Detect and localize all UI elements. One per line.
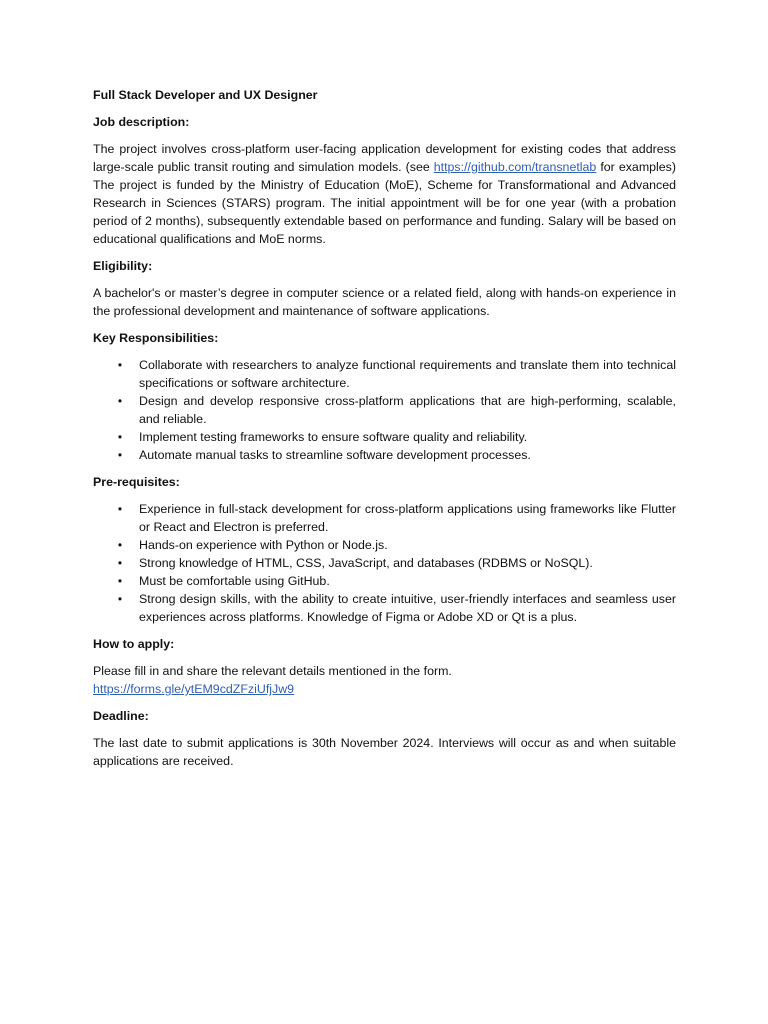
responsibility-item [93, 356, 676, 392]
bullet-icon: • [117, 556, 123, 570]
responsibility-item [93, 428, 676, 446]
job-description-text-end: for examples) The project is funded by the Ministry of Education (MoE), Scheme for Transformational and Advanced Research in Sciences (STARS) program. The initial appointment will be for one year (with a probation period of 2 months), subsequently extendable based on performance and funding. Salary will be based on educational qualifications and MoE norms. [93, 160, 676, 246]
prerequisite-item [93, 572, 676, 590]
prerequisite-item [93, 590, 676, 626]
application-form-link[interactable]: https://forms.gle/ytEM9cdZFziUfjJw9 [93, 682, 295, 696]
bullet-icon: • [117, 574, 123, 588]
github-link[interactable]: https://github.com/transnetlab [433, 160, 597, 174]
job-description-heading: Job description: [93, 115, 190, 129]
prerequisite-item [93, 536, 676, 554]
responsibility-text: Implement testing frameworks to ensure software quality and reliability. [139, 430, 528, 444]
prerequisite-text: Strong design skills, with the ability to create intuitive, user-friendly interfaces and seamless user experiences across platforms. Knowledge of Figma or Adobe XD or Qt is a plus. [139, 592, 676, 624]
eligibility-text: A bachelor's or master’s degree in computer science or a related field, along with hands-on experience in the professional development and maintenance of software applications. [93, 286, 676, 318]
job-description-text [93, 140, 676, 248]
bullet-icon: • [117, 538, 123, 552]
job-description-text-start: The project involves cross-platform user-facing application development for existing codes that address large-scale public transit routing and simulation models. (see [93, 142, 676, 174]
bullet-icon: • [117, 592, 123, 606]
how-to-apply-text [93, 662, 676, 698]
prerequisites-list [93, 500, 676, 626]
how-to-apply-instruction: Please fill in and share the relevant details mentioned in the form. [93, 664, 452, 678]
deadline-text: The last date to submit applications is 30th November 2024. Interviews will occur as and when suitable applications are received. [93, 736, 676, 768]
bullet-icon: • [117, 448, 123, 462]
responsibility-text: Collaborate with researchers to analyze functional requirements and translate them into technical specifications or software architecture. [139, 358, 676, 390]
eligibility-heading: Eligibility: [93, 259, 153, 273]
responsibilities-heading: Key Responsibilities: [93, 331, 219, 345]
prerequisite-item [93, 500, 676, 536]
bullet-icon: • [117, 430, 123, 444]
prerequisites-heading: Pre-requisites: [93, 475, 180, 489]
prerequisite-item [93, 554, 676, 572]
responsibilities-list [93, 356, 676, 464]
prerequisite-text: Strong knowledge of HTML, CSS, JavaScript, and databases (RDBMS or NoSQL). [139, 556, 593, 570]
prerequisite-text: Hands-on experience with Python or Node.js. [139, 538, 388, 552]
prerequisite-text: Must be comfortable using GitHub. [139, 574, 330, 588]
responsibility-text: Design and develop responsive cross-platform applications that are high-performing, scalable, and reliable. [139, 394, 676, 426]
responsibility-item [93, 446, 676, 464]
bullet-icon: • [117, 394, 123, 408]
prerequisite-text: Experience in full-stack development for cross-platform applications using frameworks like Flutter or React and Electron is preferred. [139, 502, 676, 534]
responsibility-text: Automate manual tasks to streamline software development processes. [139, 448, 531, 462]
responsibility-item [93, 392, 676, 428]
bullet-icon: • [117, 502, 123, 516]
document-title: Full Stack Developer and UX Designer [93, 88, 318, 102]
how-to-apply-heading: How to apply: [93, 637, 175, 651]
bullet-icon: • [117, 358, 123, 372]
deadline-heading: Deadline: [93, 709, 149, 723]
